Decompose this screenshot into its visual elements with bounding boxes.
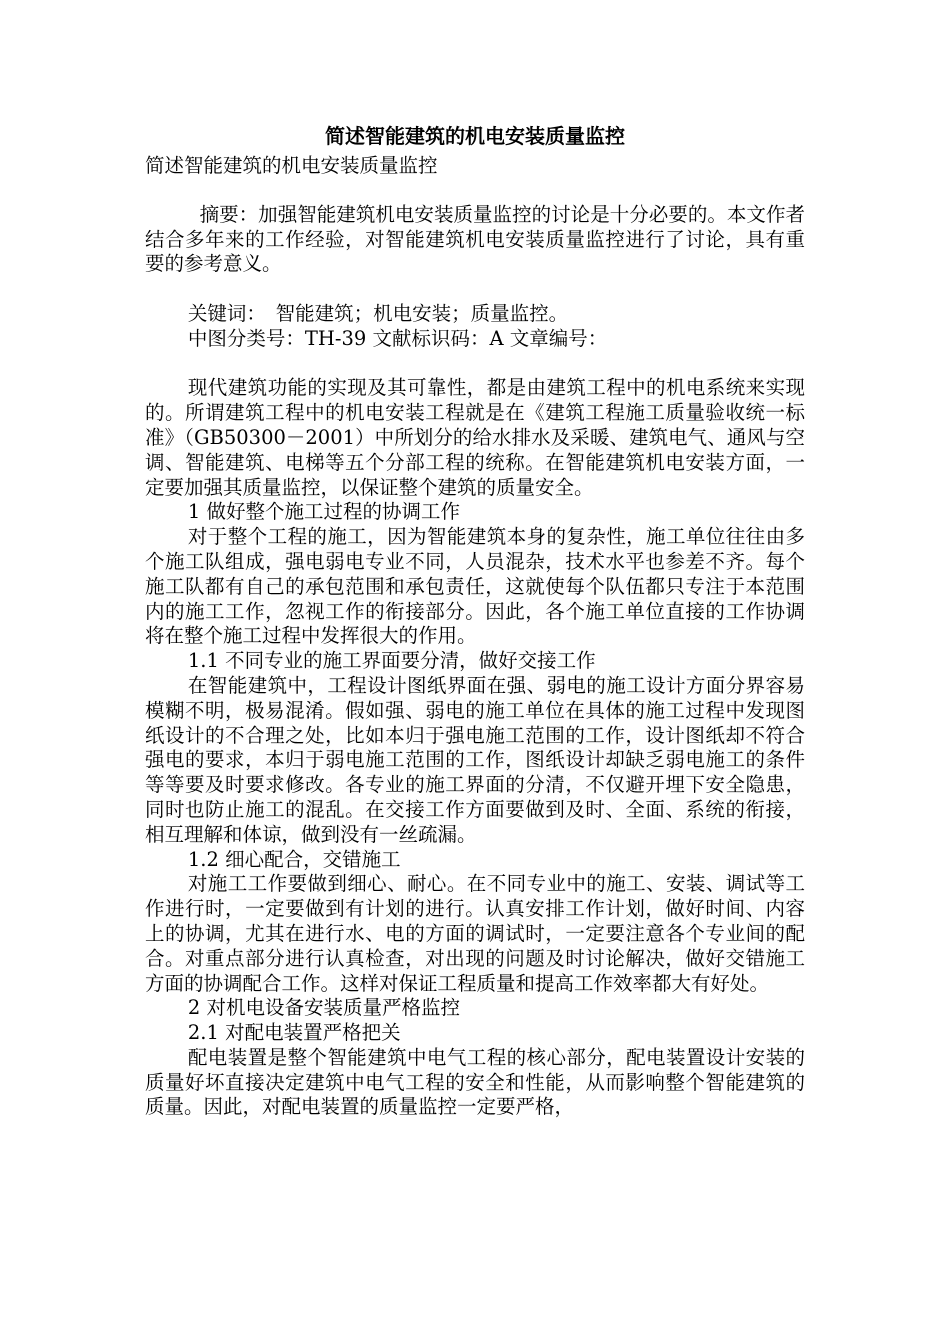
subsection-heading: 2.1 对配电装置严格把关 <box>187 1021 401 1045</box>
body-paragraph: 在智能建筑中，工程设计图纸界面在强、弱电的施工设计方面分界容易模糊不明，极易混淆。假如强、弱电的施工单位在具体的施工过程中发现图纸设计的不合理之处，比如本归于强电施工范围的工作，设计图纸却不符合强电的要求，本归于弱电施工范围的工作，图纸设计却缺乏弱电施工的条件等等要及时要求修改。各专业的施工界面的分清，不仅避开埋下安全隐患，同时也防止施工的混乱。在交接工作方面要做到及时、全面、系统的衔接，相互理解和体谅，做到没有一丝疏漏。 <box>145 673 805 846</box>
section-heading: 1 做好整个施工过程的协调工作 <box>187 500 460 524</box>
document-subtitle: 简述智能建筑的机电安装质量监控 <box>145 154 438 177</box>
body-paragraph: 配电装置是整个智能建筑中电气工程的核心部分，配电装置设计安装的质量好坏直接决定建筑中电气工程的安全和性能，从而影响整个智能建筑的质量。因此，对配电装置的质量监控一定要严格， <box>145 1045 805 1119</box>
document-title: 简述智能建筑的机电安装质量监控 <box>325 124 625 148</box>
blank-line <box>145 178 805 203</box>
body-paragraph: 对于整个工程的施工，因为智能建筑本身的复杂性，施工单位往往由多个施工队组成，强电弱电专业不同，人员混杂，技术水平也参差不齐。每个施工队都有自己的承包范围和承包责任，这就使每个队伍都只专注于本范围内的施工工作，忽视工作的衔接部分。因此，各个施工单位直接的工作协调将在整个施工过程中发挥很大的作用。 <box>145 525 805 648</box>
body-paragraph: 现代建筑功能的实现及其可靠性，都是由建筑工程中的机电系统来实现的。所谓建筑工程中的机电安装工程就是在《建筑工程施工质量验收统一标准》（GB50300－2001）中所划分的给水排水及采暖、建筑电气、通风与空调、智能建筑、电梯等五个分部工程的统称。在智能建筑机电安装方面，一定要加强其质量监控，以保证整个建筑的质量安全。 <box>145 376 805 499</box>
keywords-line: 关键词： 智能建筑；机电安装；质量监控。 <box>187 301 569 325</box>
subsection-heading: 1.1 不同专业的施工界面要分清，做好交接工作 <box>187 649 596 673</box>
abstract-paragraph: 摘要：加强智能建筑机电安装质量监控的讨论是十分必要的。本文作者结合多年来的工作经验，对智能建筑机电安装质量监控进行了讨论，具有重要的参考意义。 <box>145 202 805 276</box>
blank-line <box>145 277 805 302</box>
body-paragraph: 对施工工作要做到细心、耐心。在不同专业中的施工、安装、调试等工作进行时，一定要做到有计划的进行。认真安排工作计划，做好时间、内容上的协调，尤其在进行水、电的方面的调试时，一定要注意各个专业间的配合。对重点部分进行认真检查，对出现的问题及时讨论解决，做好交错施工方面的协调配合工作。这样对保证工程质量和提高工作效率都大有好处。 <box>145 872 805 995</box>
classification-line: 中图分类号：TH-39 文献标识码：A 文章编号： <box>187 326 608 350</box>
document-page <box>145 118 805 1120</box>
section-heading: 2 对机电设备安装质量严格监控 <box>187 996 460 1020</box>
subsection-heading: 1.2 细心配合，交错施工 <box>187 847 401 871</box>
blank-line <box>145 352 805 377</box>
